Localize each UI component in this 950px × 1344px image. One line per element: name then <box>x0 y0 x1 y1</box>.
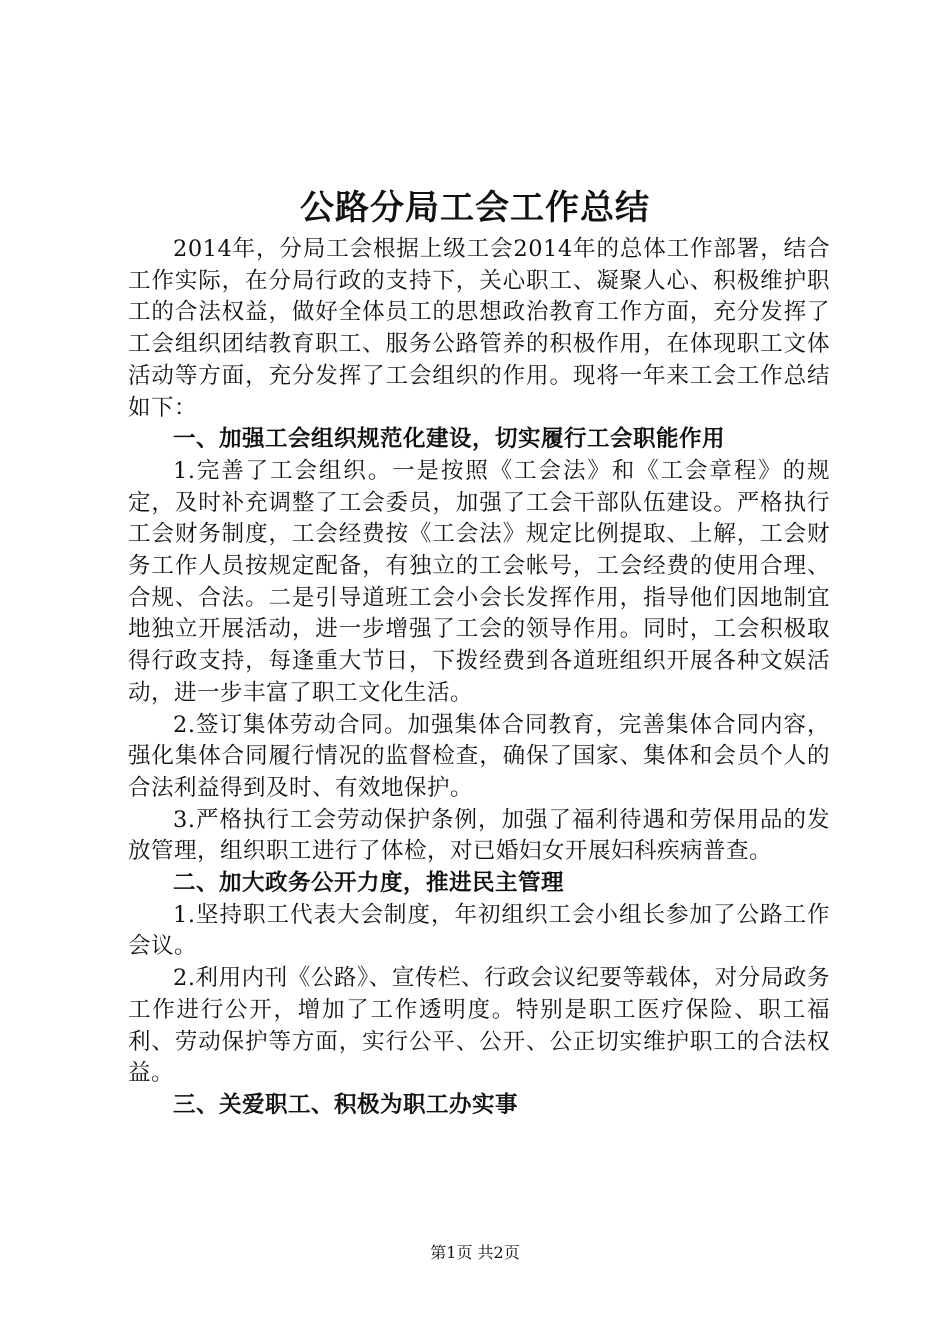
section-1-item-1: 1.完善了工会组织。一是按照《工会法》和《工会章程》的规定，及时补充调整了工会委员，加强了工会干部队伍建设。严格执行工会财务制度，工会经费按《工会法》规定比例提取、上解，工会财务工作人员按规定配备，有独立的工会帐号，工会经费的使用合理、合规、合法。二是引导道班工会小会长发挥作用，指导他们因地制宜地独立开展活动，进一步增强了工会的领导作用。同时，工会积极取得行政支持，每逢重大节日，下拨经费到各道班组织开展各种文娱活动，进一步丰富了职工文化生活。 <box>128 457 830 706</box>
section-heading-1: 一、加强工会组织规范化建设，切实履行工会职能作用 <box>173 426 726 453</box>
intro-paragraph: 2014年，分局工会根据上级工会2014年的总体工作部署，结合工作实际，在分局行政的支持下，关心职工、凝聚人心、积极维护职工的合法权益，做好全体员工的思想政治教育工作方面，充分发挥了工会组织团结教育职工、服务公路管养的积极作用，在体现职工文体活动等方面，充分发挥了工会组织的作用。现将一年来工会工作总结如下： <box>128 236 830 421</box>
section-1-item-2: 2.签订集体劳动合同。加强集体合同教育，完善集体合同内容，强化集体合同履行情况的监督检查，确保了国家、集体和会员个人的合法利益得到及时、有效地保护。 <box>128 711 830 801</box>
section-heading-3: 三、关爱职工、积极为职工办实事 <box>173 1091 519 1118</box>
section-1-item-3: 3.严格执行工会劳动保护条例，加强了福利待遇和劳保用品的发放管理，组织职工进行了体检，对已婚妇女开展妇科疾病普查。 <box>128 806 830 865</box>
document-body <box>128 234 830 1122</box>
section-heading-2: 二、加大政务公开力度，推进民主管理 <box>173 870 565 897</box>
page-number-footer: 第1页 共2页 <box>430 1243 520 1262</box>
section-2-item-2: 2.利用内刊《公路》、宣传栏、行政会议纪要等载体，对分局政务工作进行公开，增加了工作透明度。特别是职工医疗保险、职工福利、劳动保护等方面，实行公平、公开、公正切实维护职工的合法权益。 <box>128 965 830 1087</box>
section-2-item-1: 1.坚持职工代表大会制度，年初组织工会小组长参加了公路工作会议。 <box>128 901 830 960</box>
document-title: 公路分局工会工作总结 <box>300 188 650 228</box>
